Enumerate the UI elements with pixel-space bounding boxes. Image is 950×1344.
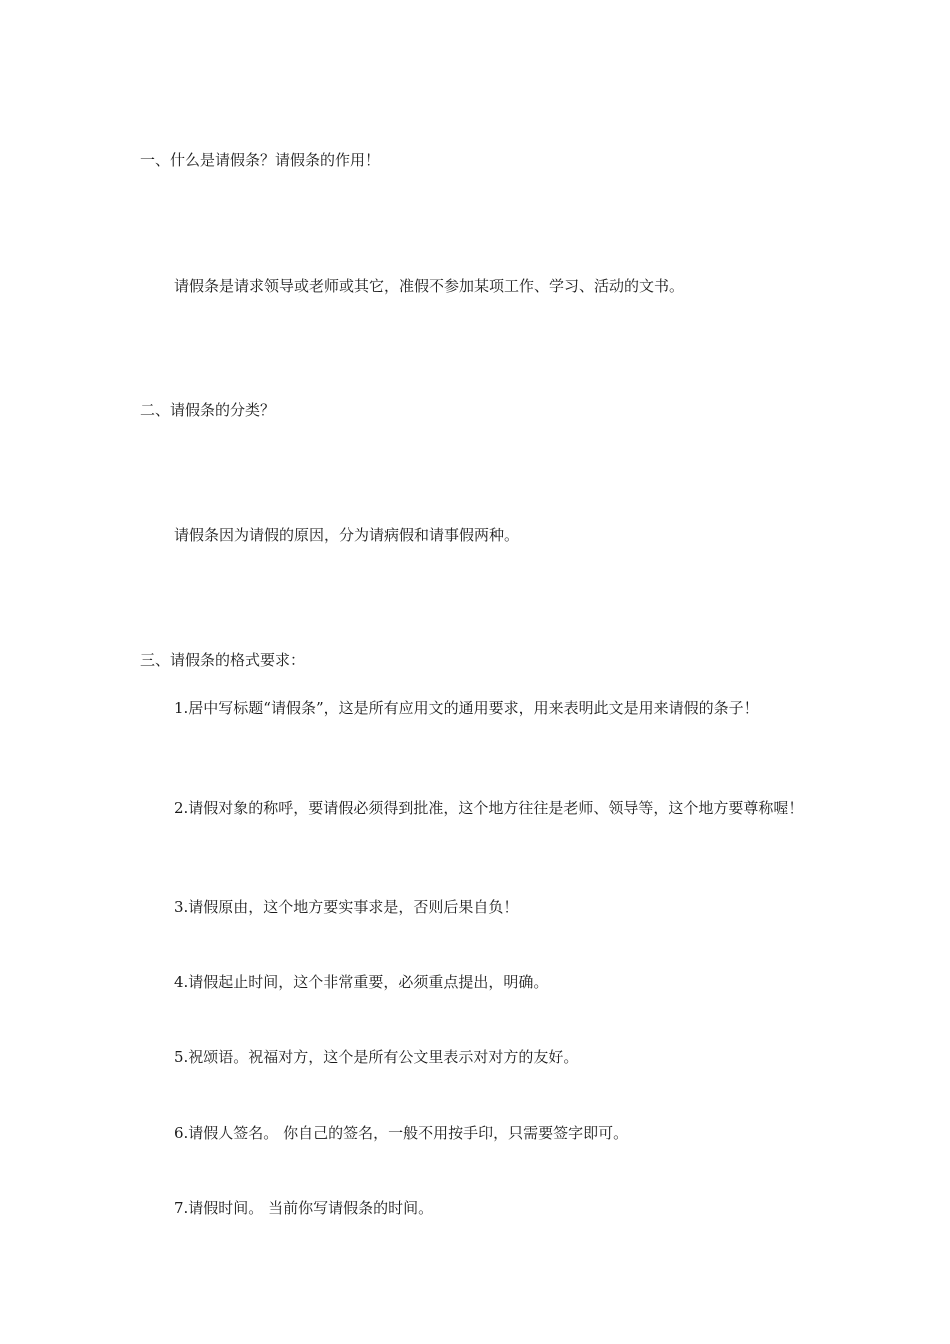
section2-heading: 二、请假条的分类？: [140, 401, 276, 419]
section3-heading: 三、请假条的格式要求：: [140, 651, 306, 669]
format-item-2: 2.请假对象的称呼，要请假必须得到批准，这个地方往往是老师、领导等，这个地方要尊称喔！: [174, 799, 804, 817]
format-item-4: 4.请假起止时间，这个非常重要，必须重点提出，明确。: [174, 973, 549, 991]
section1-heading: 一、什么是请假条？请假条的作用！: [140, 151, 381, 169]
format-item-7: 7.请假时间。 当前你写请假条的时间。: [174, 1199, 434, 1217]
format-item-6: 6.请假人签名。 你自己的签名，一般不用按手印，只需要签字即可。: [174, 1124, 629, 1142]
format-item-5: 5.祝颂语。祝福对方，这个是所有公文里表示对对方的友好。: [174, 1048, 579, 1066]
section1-body: 请假条是请求领导或老师或其它，准假不参加某项工作、学习、活动的文书。: [174, 277, 685, 295]
format-item-3: 3.请假原由，这个地方要实事求是，否则后果自负！: [174, 898, 519, 916]
format-item-1: 1.居中写标题“请假条”，这是所有应用文的通用要求，用来表明此文是用来请假的条子！: [174, 699, 759, 717]
section2-body: 请假条因为请假的原因，分为请病假和请事假两种。: [174, 526, 520, 544]
